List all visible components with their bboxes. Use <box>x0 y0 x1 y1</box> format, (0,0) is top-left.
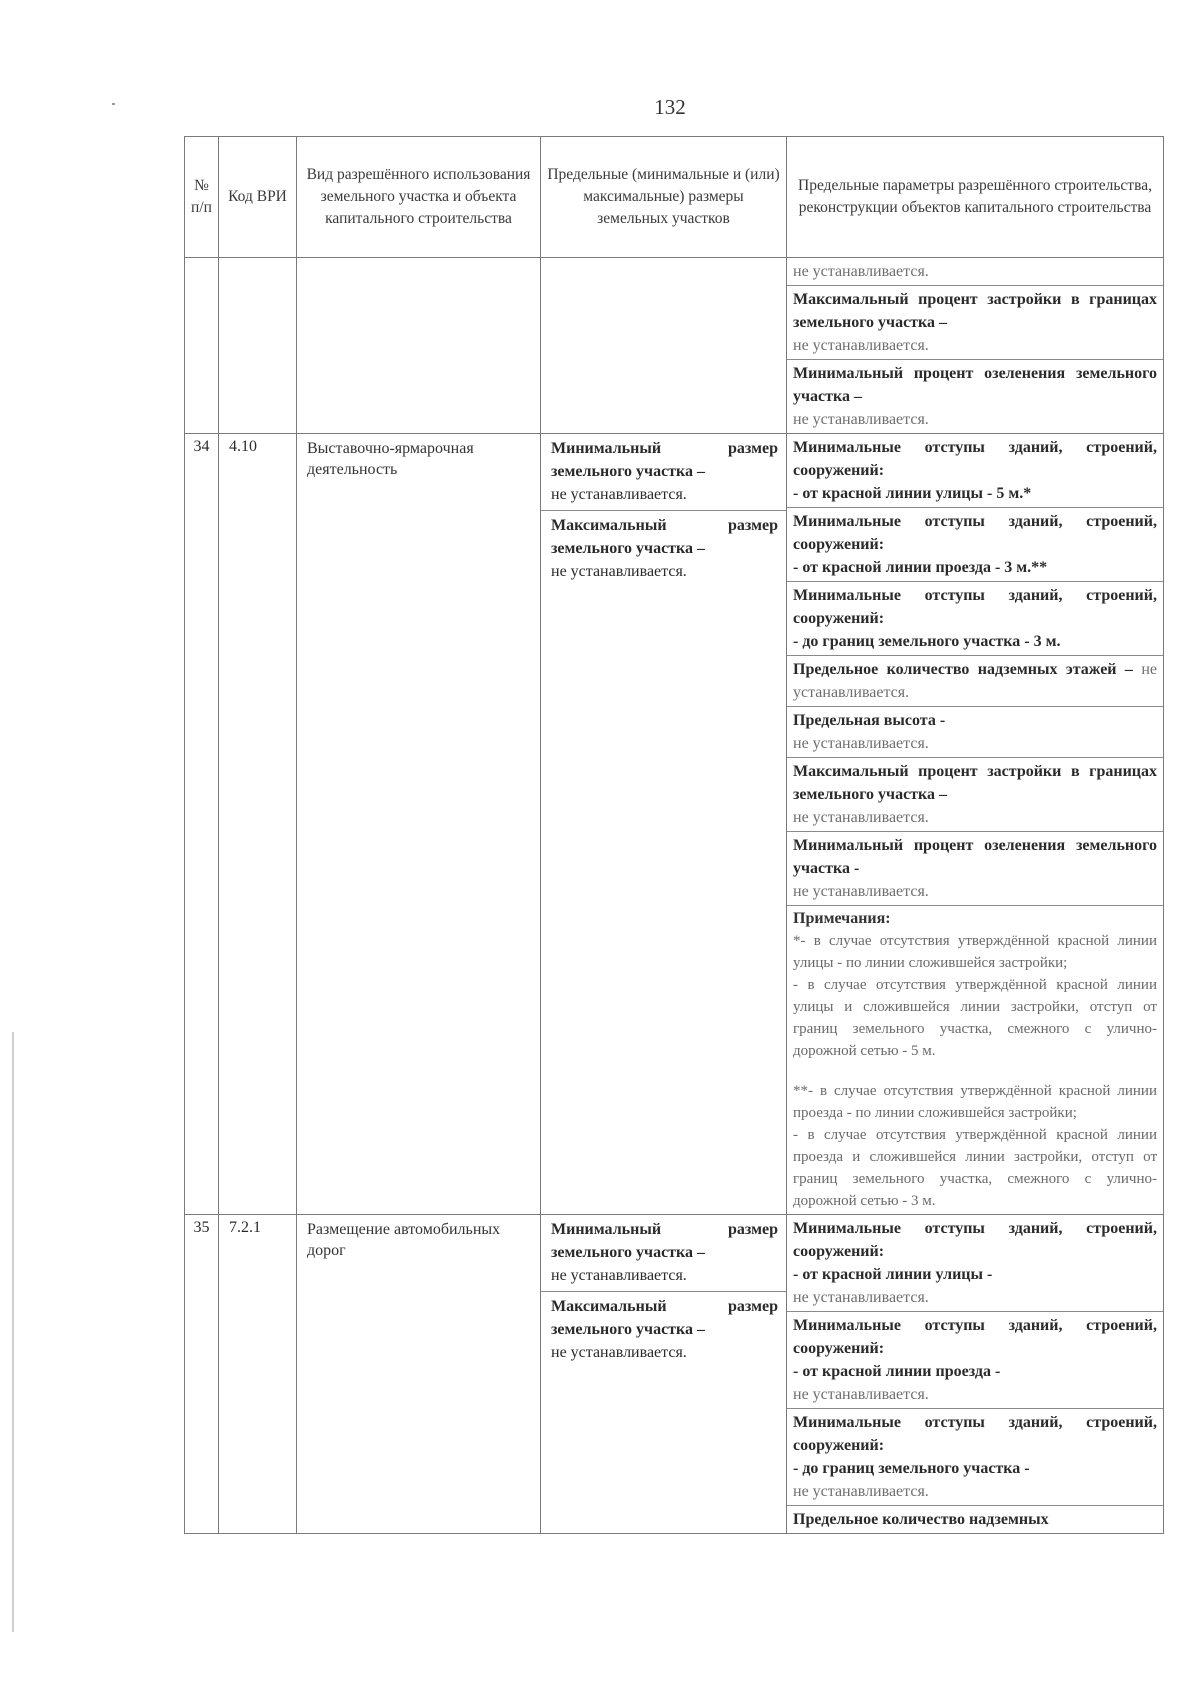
plot-size-title: Максимальный размер земельного участка – <box>551 517 778 557</box>
param-value-2: не устанавливается. <box>793 1289 929 1306</box>
row-code: 4.10 <box>219 434 297 1215</box>
param-block <box>787 1215 1163 1312</box>
plot-size-cell <box>541 434 787 1215</box>
page-number: 132 <box>654 95 686 119</box>
table-row <box>185 434 1164 1215</box>
cell-empty <box>297 258 541 434</box>
param-value: не устанавливается. <box>793 735 929 752</box>
row-code: 7.2.1 <box>219 1215 297 1534</box>
table-row-continuation <box>185 258 1164 434</box>
param-title: Предельная высота - <box>793 712 946 729</box>
param-value: не устанавливается. <box>793 661 1157 701</box>
build-params-cell <box>787 1215 1164 1534</box>
param-title: Минимальный процент озеленения земельного участка – <box>793 365 1157 405</box>
param-title: Минимальные отступы зданий, строений, сооружений: <box>793 1414 1157 1454</box>
param-value: - от красной линии проезда - 3 м.** <box>793 559 1048 576</box>
param-value: не устанавливается. <box>793 809 929 826</box>
param-block <box>787 1312 1163 1409</box>
header-build-params: Предельные параметры разрешённого строительства, реконструкции объектов капитального строительства <box>787 137 1164 258</box>
param-block <box>787 832 1163 906</box>
param-title: Минимальный процент озеленения земельного участка - <box>793 837 1157 877</box>
plot-size-cell <box>541 1215 787 1534</box>
header-use-type: Вид разрешённого использования земельного участка и объекта капитального строительства <box>297 137 541 258</box>
param-title: Минимальные отступы зданий, строений, сооружений: <box>793 587 1157 627</box>
param-value-2: не устанавливается. <box>793 1483 929 1500</box>
param-block <box>787 656 1163 707</box>
header-plot-size: Предельные (минимальные и (или) максимальные) размеры земельных участков <box>541 137 787 258</box>
note-paragraph: *- в случае отсутствия утверждённой красной линии улицы - по линии сложившейся застройки; <box>793 933 1157 971</box>
param-title: Предельное количество надземных этажей – <box>793 661 1133 678</box>
header-code: Код ВРИ <box>219 137 297 258</box>
row-number: 35 <box>185 1215 219 1534</box>
note-spacer <box>793 1062 1157 1080</box>
param-value: не устанавливается. <box>793 411 929 428</box>
plot-size-block <box>541 1292 786 1368</box>
cell-empty <box>185 258 219 434</box>
param-title: Минимальные отступы зданий, строений, сооружений: <box>793 1220 1157 1260</box>
param-block <box>787 508 1163 582</box>
build-params-cell <box>787 258 1164 434</box>
param-value: - от красной линии улицы - 5 м.* <box>793 485 1032 502</box>
row-use-name: Выставочно-ярмарочная деятельность <box>297 434 541 1215</box>
notes-block <box>787 906 1163 1214</box>
param-block <box>787 434 1163 508</box>
row-use-name: Размещение автомобильных дорог <box>297 1215 541 1534</box>
param-block <box>787 758 1163 832</box>
param-block <box>787 582 1163 656</box>
plot-size-value: не устанавливается. <box>551 1344 687 1361</box>
param-value-2: не устанавливается. <box>793 1386 929 1403</box>
param-block <box>787 286 1163 360</box>
row-number: 34 <box>185 434 219 1215</box>
plot-size-title: Максимальный размер земельного участка – <box>551 1298 778 1338</box>
build-params-cell <box>787 434 1164 1215</box>
param-block <box>787 360 1163 433</box>
scan-edge-mark <box>12 1032 14 1632</box>
param-block <box>787 707 1163 758</box>
param-value: - от красной линии проезда - <box>793 1363 1001 1380</box>
plot-size-title: Минимальный размер земельного участка – <box>551 1221 778 1261</box>
param-title: Максимальный процент застройки в границах земельного участка – <box>793 763 1157 803</box>
param-title: Максимальный процент застройки в границах земельного участка – <box>793 291 1157 331</box>
param-value: - от красной линии улицы - <box>793 1266 993 1283</box>
param-block <box>787 1506 1163 1533</box>
param-value: - до границ земельного участка - <box>793 1460 1030 1477</box>
param-value: не устанавливается. <box>793 337 929 354</box>
header-number: № п/п <box>185 137 219 258</box>
param-value: не устанавливается. <box>793 883 929 900</box>
param-block <box>787 258 1163 286</box>
plot-size-block <box>541 434 786 511</box>
note-paragraph: **- в случае отсутствия утверждённой красной линии проезда - по линии сложившейся застройки; <box>793 1083 1157 1121</box>
table-row <box>185 1215 1164 1534</box>
plot-size-block <box>541 511 786 587</box>
notes-title: Примечания: <box>793 910 891 927</box>
cell-empty <box>541 258 787 434</box>
note-paragraph: - в случае отсутствия утверждённой красной линии проезда и сложившейся линии застройки, отступ от границ земельного участка, смежного с улично-дорожной сетью - 3 м. <box>793 1127 1157 1209</box>
param-block <box>787 1409 1163 1506</box>
plot-size-value: не устанавливается. <box>551 563 687 580</box>
param-title: Минимальные отступы зданий, строений, сооружений: <box>793 1317 1157 1357</box>
param-title: Минимальные отступы зданий, строений, сооружений: <box>793 439 1157 479</box>
table-header-row <box>185 137 1164 258</box>
param-title: Минимальные отступы зданий, строений, сооружений: <box>793 513 1157 553</box>
plot-size-title: Минимальный размер земельного участка – <box>551 440 778 480</box>
plot-size-value: не устанавливается. <box>551 1267 687 1284</box>
plot-size-block <box>541 1215 786 1292</box>
plot-size-value: не устанавливается. <box>551 486 687 503</box>
param-value: - до границ земельного участка - 3 м. <box>793 633 1061 650</box>
param-value: не устанавливается. <box>793 263 929 280</box>
zoning-parameters-table <box>184 136 1164 1534</box>
param-title: Предельное количество надземных <box>793 1511 1049 1528</box>
note-paragraph: - в случае отсутствия утверждённой красной линии улицы и сложившейся линии застройки, отступ от границ земельного участка, смежного с улично-дорожной сетью - 5 м. <box>793 977 1157 1059</box>
cell-empty <box>219 258 297 434</box>
